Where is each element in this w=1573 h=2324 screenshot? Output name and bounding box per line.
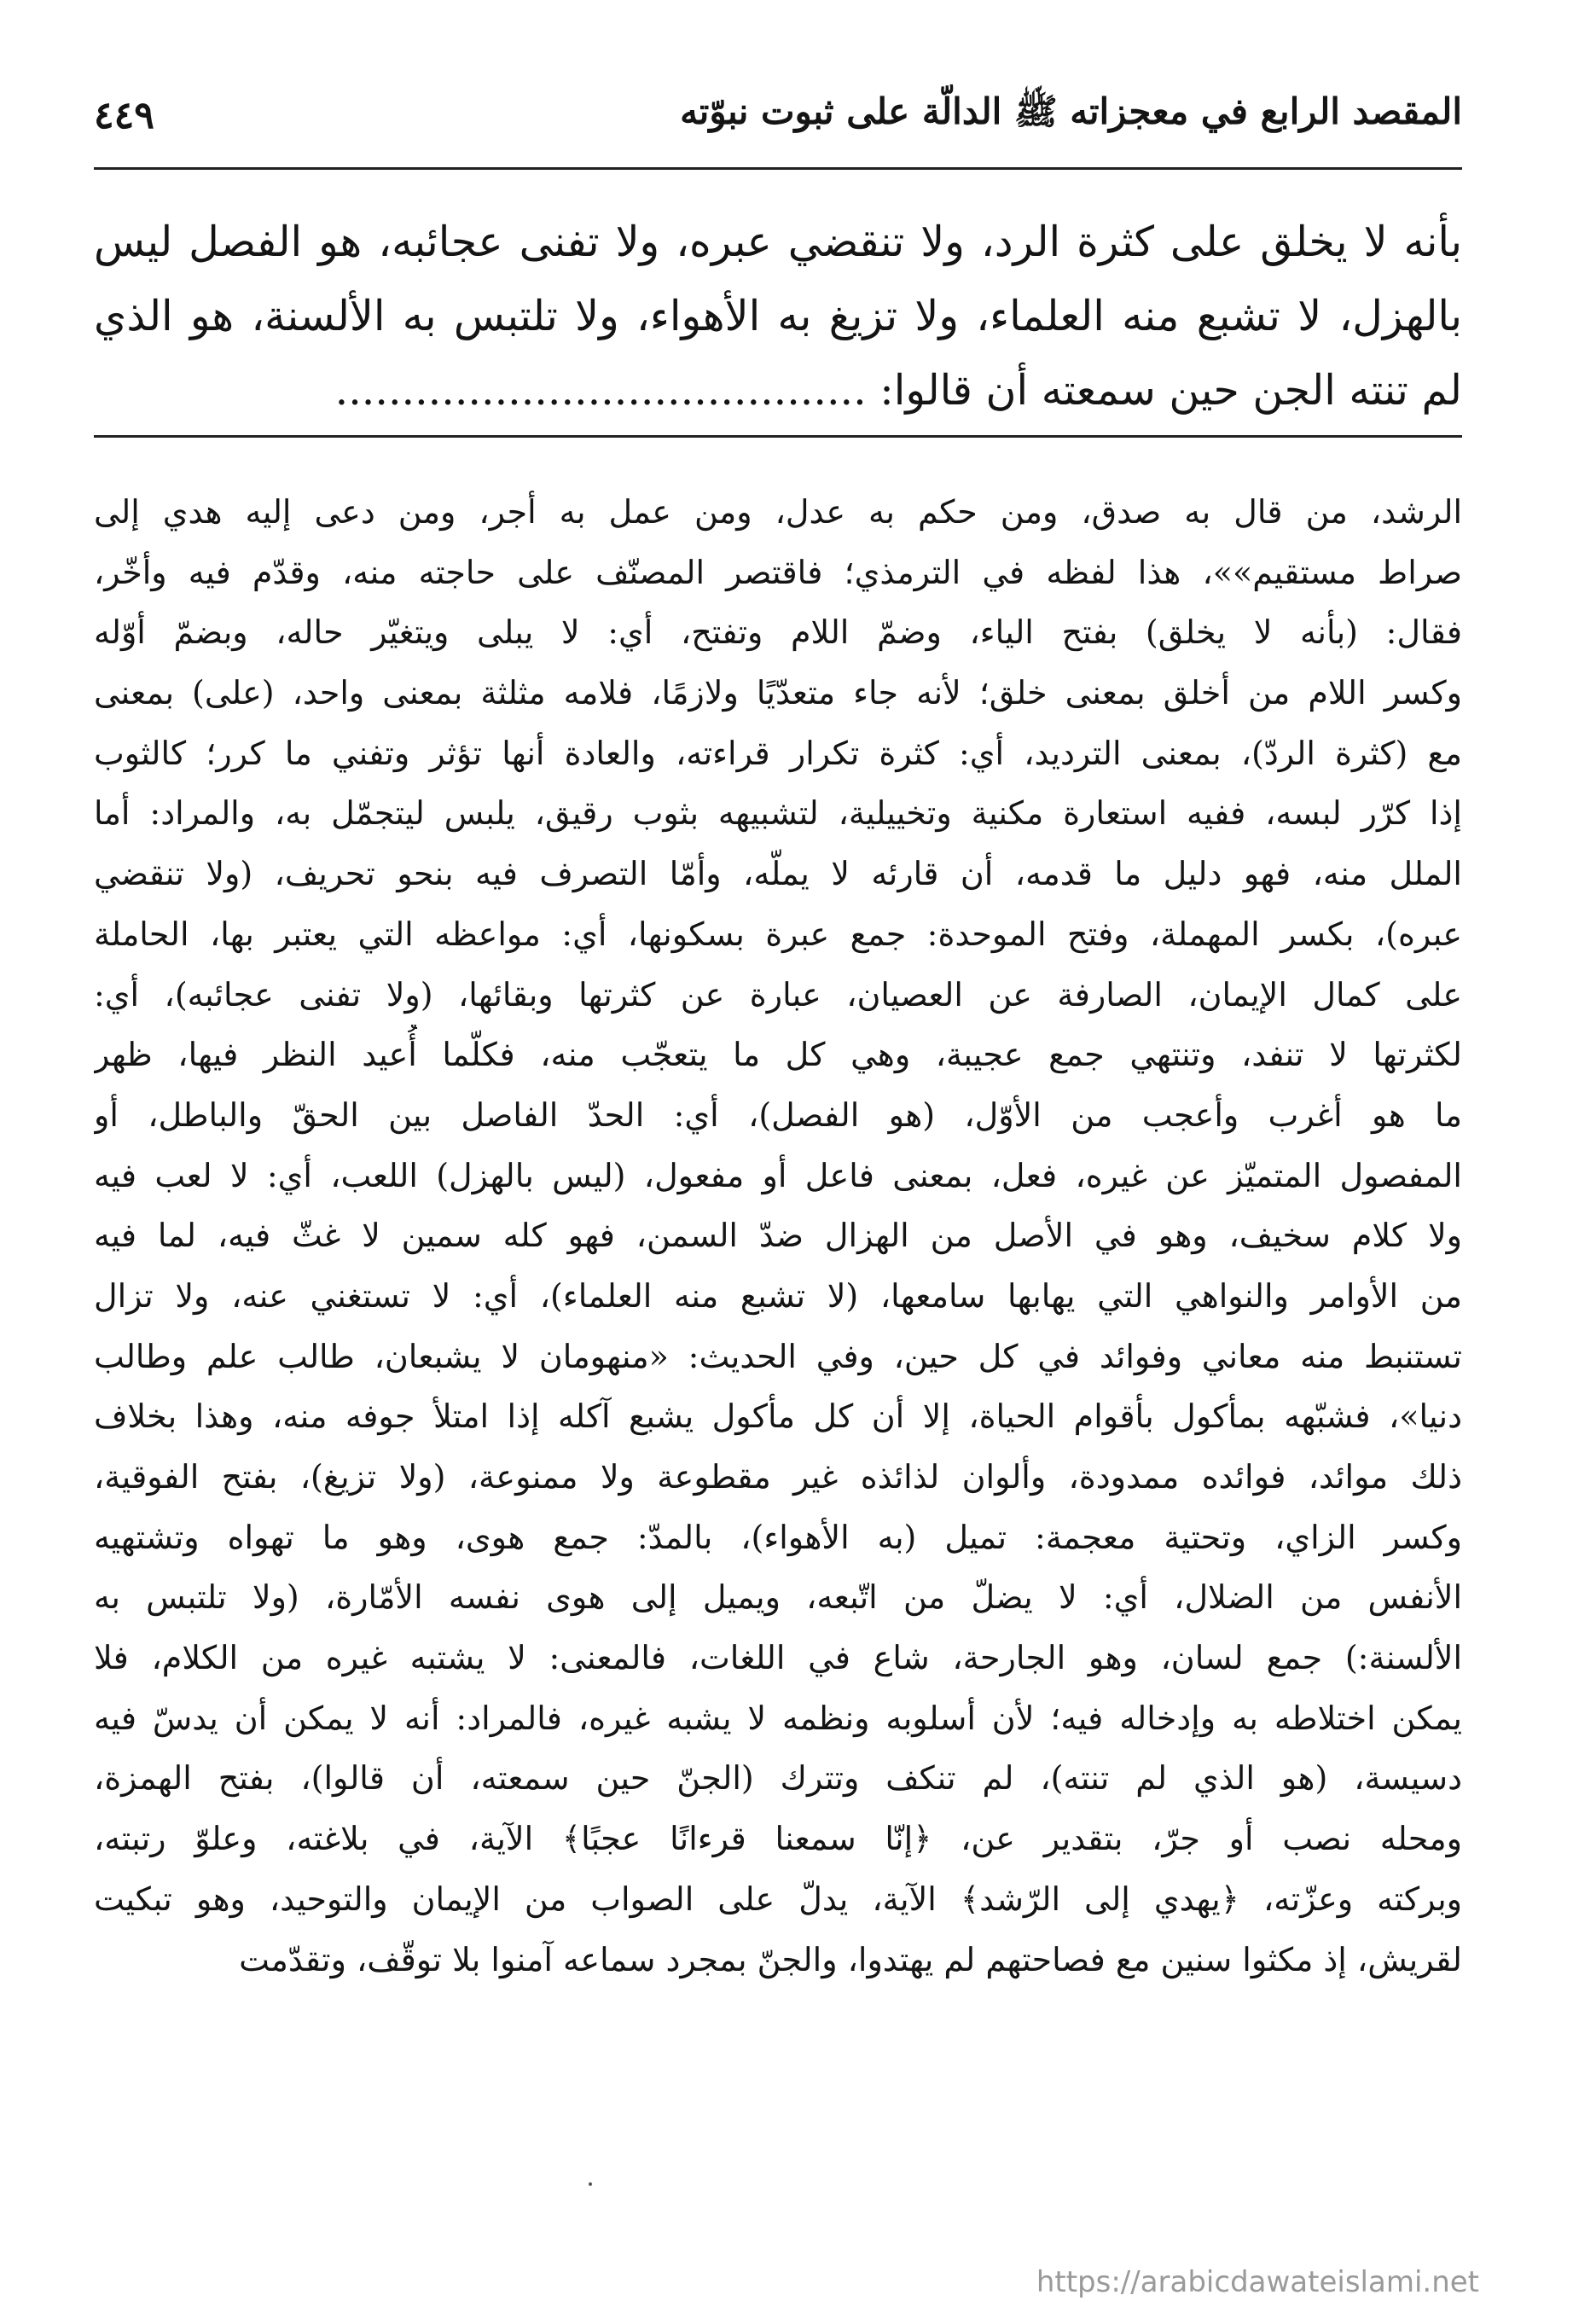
watermark-url: https://arabicdawateislami.net [1036,2265,1479,2299]
sharh-line: الملل منه، فهو دليل ما قدمه، أن قارئه لا يملّه، وأمّا التصرف فيه بنحو تحريف، (ولا تنقضي [94,855,1462,893]
running-header-title: المقصد الرابع في معجزاته ﷺ الدالّة على ثبوت نبوّته [680,90,1462,132]
matn-line: بالهزل، لا تشبع منه العلماء، ولا تزيغ به الأهواء، ولا تلتبس به الألسنة، هو الذي [94,292,1462,340]
matn-sharh-divider [94,435,1462,438]
sharh-line: المفصول المتميّز عن غيره، فعل، بمعنى فاعل أو مفعول، (ليس بالهزل) اللعب، أي: لا لعب فيه [94,1156,1462,1194]
sharh-line: ما هو أغرب وأعجب من الأوّل، (هو الفصل)، أي: الحدّ الفاصل بين الحقّ والباطل، أو [94,1095,1462,1134]
sharh-line: لكثرتها لا تنفد، وتنتهي جمع عجيبة، وهي كل ما يتعجّب منه، فكلّما أُعيد النظر فيها، ظهر [94,1036,1462,1074]
sharh-line: فقال: (بأنه لا يخلق) بفتح الياء، وضمّ اللام وتفتح، أي: لا يبلى ويتغيّر حاله، وبضمّ أوّله [94,613,1462,652]
sharh-line: دنيا»، فشبّهه بمأكول بأقوام الحياة، إلا أن كل مأكول يشبع آكله إذا امتلأ جوفه منه، وهذا بخلاف [94,1397,1462,1436]
sharh-line: ومحله نصب أو جرّ، بتقدير عن، ﴿إنّا سمعنا قرءانًا عجبًا﴾ الآية، في بلاغته، وعلوّ رتبته، [94,1820,1462,1858]
running-header [94,85,1462,145]
matn-line [94,353,1462,427]
sharh-line: يمكن اختلاطه به وإدخاله فيه؛ لأن أسلوبه ونظمه لا يشبه غيره، فالمراد: أنه لا يمكن أن يدسّ فيه [94,1699,1462,1737]
sharh-line: الألسنة:) جمع لسان، وهو الجارحة، شاع في اللغات، فالمعنى: لا يشتبه غيره من الكلام، فلا [94,1639,1462,1677]
sharh-line: الأنفس من الضلال، أي: لا يضلّ من اتّبعه، ويميل إلى هوى نفسه الأمّارة، (ولا تلتبس به [94,1578,1462,1617]
matn-line: بأنه لا يخلق على كثرة الرد، ولا تنقضي عبره، ولا تفنى عجائبه، هو الفصل ليس [94,218,1462,266]
sharh-line: من الأوامر والنواهي التي يهابها سامعها، (لا تشبع منه العلماء)، أي: لا تستغني عنه، ولا تزال [94,1276,1462,1315]
sharh-line: دسيسة، (هو الذي لم تنته)، لم تنكف وتترك (الجنّ حين سمعته، أن قالوا)، بفتح الهمزة، [94,1759,1462,1798]
sharh-text [94,482,1462,1990]
sharh-line: مع (كثرة الردّ)، بمعنى الترديد، أي: كثرة تكرار قراءته، والعادة أنها تؤثر وتفني ما كرر؛ كالثوب [94,734,1462,772]
page-number: ٤٤٩ [94,93,154,137]
header-rule [94,167,1462,170]
sharh-line: تستنبط منه معاني وفوائد في كل حين، وفي الحديث: «منهومان لا يشبعان، طالب علم وطالب [94,1337,1462,1375]
sharh-line: صراط مستقيم»»، هذا لفظه في الترمذي؛ فاقتصر المصنّف على حاجته منه، وقدّم فيه وأخّر، [94,553,1462,591]
sharh-line: وكسر اللام من أخلق بمعنى خلق؛ لأنه جاء متعدّيًا ولازمًا، فلامه مثلثة بمعنى واحد، (على) بمعنى [94,674,1462,712]
sharh-line: ذلك موائد، فوائده ممدودة، وألوان لذائذه غير مقطوعة ولا ممنوعة، (ولا تزيغ)، بفتح الفوقية، [94,1458,1462,1496]
sharh-line: وبركته وعزّته، ﴿يهدي إلى الرّشد﴾ الآية، يدلّ على الصواب من الإيمان والتوحيد، وهو تبكيت [94,1880,1462,1918]
sharh-line: على كمال الإيمان، الصارفة عن العصيان، عبارة عن كثرتها وبقائها، (ولا تفنى عجائبه)، أي: [94,975,1462,1014]
sharh-line: إذا كرّر لبسه، ففيه استعارة مكنية وتخييلية، لتشبيهه بثوب رقيق، يلبس ليتجمّل به، والمراد: أما [94,794,1462,833]
sharh-line: الرشد، من قال به صدق، ومن حكم به عدل، ومن عمل به أجر، ومن دعى إليه هدي إلى [94,493,1462,531]
sharh-line: عبره)، بكسر المهملة، وفتح الموحدة: جمع عبرة بسكونها، أي: مواعظه التي يعتبر بها، الحاملة [94,915,1462,953]
trailing-dots: ........................................ [334,366,867,415]
footer-mark [589,2182,592,2186]
sharh-line: وكسر الزاي، وتحتية معجمة: تميل (به الأهواء)، بالمدّ: جمع هوى، وهو ما تهواه وتشتهيه [94,1518,1462,1556]
sharh-line: لقريش، إذ مكثوا سنين مع فصاحتهم لم يهتدوا، والجنّ بمجرد سماعه آمنوا بلا توقّف، وتقدّمت [239,1940,1462,1978]
sharh-line: ولا كلام سخيف، وهو في الأصل من الهزال ضدّ السمن، فهو كله سمين لا غثّ فيه، لما فيه [94,1217,1462,1255]
matn-text [94,205,1462,427]
matn-line-text: لم تنته الجن حين سمعته أن قالوا: [879,366,1462,415]
